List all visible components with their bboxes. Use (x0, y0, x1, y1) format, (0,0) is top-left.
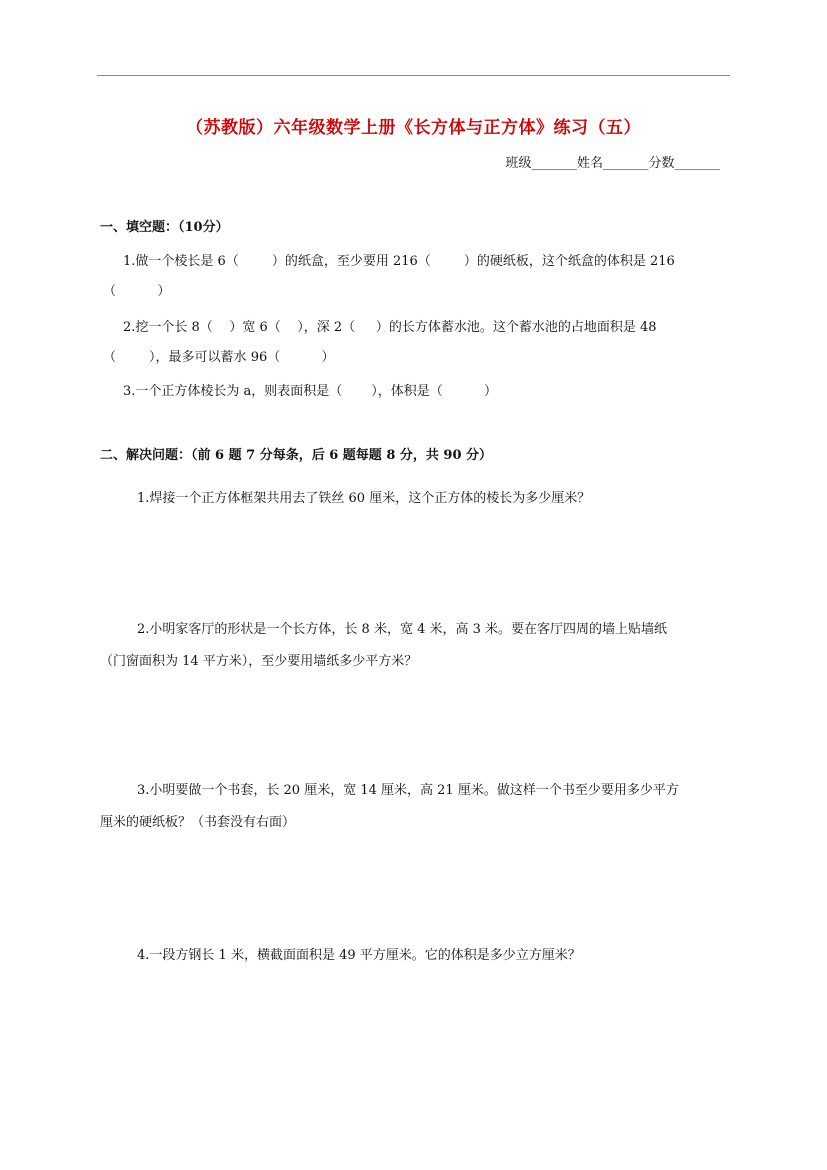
problem-4: 4.一段方钢长 1 米，横截面面积是 49 平方厘米。它的体积是多少立方厘米？ (137, 948, 581, 963)
question-3-line: 3.一个正方体棱长为 a，则表面积是（ ），体积是（ ） (123, 384, 498, 399)
question-2-line-2: （ ），最多可以蓄水 96（ ） (103, 350, 335, 365)
student-info-line: 班级_______姓名_______分数_______ (505, 156, 720, 171)
question-2-line-1: 2.挖一个长 8（ ）宽 6（ ），深 2（ ）的长方体蓄水池。这个蓄水池的占地面积是 48 (123, 320, 657, 335)
problem-2-line-2: （门窗面积为 14 平方米），至少要用墙纸多少平方米？ (100, 654, 418, 669)
question-1-line-2: （ ） (103, 284, 171, 299)
question-1-line-1: 1.做一个棱长是 6（ ）的纸盒，至少要用 216（ ）的硬纸板，这个纸盒的体积是 216 (123, 254, 675, 269)
section-heading-fill-blanks: 一、填空题：（10分） (100, 220, 229, 235)
page-title: （苏教版）六年级数学上册《长方体与正方体》练习（五） (186, 118, 641, 138)
problem-3-line-1: 3.小明要做一个书套，长 20 厘米，宽 14 厘米，高 21 厘米。做这样一个书至少要用多少平方 (137, 783, 679, 798)
problem-1: 1.焊接一个正方体框架共用去了铁丝 60 厘米，这个正方体的棱长为多少厘米？ (137, 491, 591, 506)
problem-3-line-2: 厘米的硬纸板？（书套没有右面） (100, 815, 296, 830)
section-heading-problems: 二、解决问题：（前 6 题 7 分每条，后 6 题每题 8 分，共 90 分） (100, 448, 493, 463)
problem-2-line-1: 2.小明家客厅的形状是一个长方体，长 8 米，宽 4 米，高 3 米。要在客厅四周的墙上贴墙纸 (137, 622, 668, 637)
header-rule (97, 75, 730, 76)
